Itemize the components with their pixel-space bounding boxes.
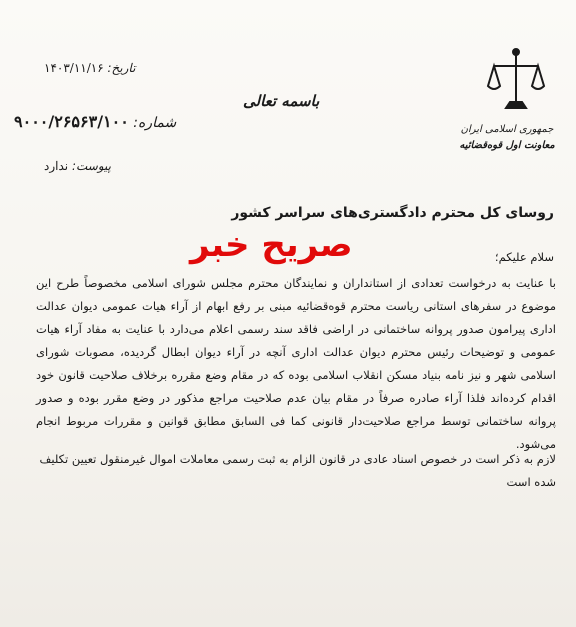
invocation-heading: باسمه تعالی <box>243 92 320 110</box>
date-row <box>44 62 135 74</box>
attachment-row <box>44 160 111 172</box>
date-value: ۱۴۰۳/۱۱/۱۶ <box>44 61 104 75</box>
org-line2: معاونت اول قوه‌قضائیه <box>459 139 555 151</box>
watermark-text: صریح خبر <box>190 225 353 265</box>
letter-body <box>36 272 556 456</box>
attachment-label: پیوست: <box>71 159 111 173</box>
judiciary-scales-emblem <box>486 46 546 118</box>
greeting: سلام علیکم؛ <box>494 250 554 264</box>
date-label: تاریخ: <box>107 61 136 75</box>
number-label: شماره: <box>133 115 177 131</box>
number-value: ۹۰۰۰/۲۶۵۶۳/۱۰۰ <box>14 112 129 131</box>
addressee: روسای کل محترم دادگستری‌های سراسر کشور <box>231 205 554 221</box>
attachment-value: ندارد <box>44 159 69 173</box>
org-line1: جمهوری اسلامی ایران <box>460 124 554 135</box>
closing-paragraph: لازم به ذکر است در خصوص اسناد عادی در قانون الزام به ثبت رسمی معاملات اموال غیرمنقول تعیین تکلیف شده است <box>39 452 556 489</box>
number-row <box>14 114 176 130</box>
organization-title <box>452 122 562 153</box>
body-paragraph: با عنایت به درخواست تعدادی از استانداران و نمایندگان محترم مجلس شورای اسلامی مخصوصاً طرح این موضوع در سفرهای استانی ریاست محترم قوه‌قضائیه مبنی بر رفع ابهام از آراء هیات عمومی دیوان عدالت اداری پیرامون صدور پروانه ساختمانی در اراضی فاقد سند رسمی اعلام می‌دارد با عنایت به مفاد آراء هیات عمومی و توضیحات رئیس محترم دیوان عدالت اداری آنچه در آراء دیوان ابطال گردیده، مصوبات شورای اسلامی شهر و نیز نامه بنیاد مسکن انقلاب اسلامی بوده که در مقام وضع مقرره برخلاف صلاحیت قانون خود اقدام کرده‌اند فلذا آراء صادره صرفاً در مقام بیان عدم صلاحیت مراجع مذکور در وضع مقرر بوده و صدور پروانه ساختمانی توسط مراجع صلاحیت‌دار قانونی کما فی السابق مطابق قوانین و مقررات مربوط انجام می‌شود. <box>36 276 556 451</box>
